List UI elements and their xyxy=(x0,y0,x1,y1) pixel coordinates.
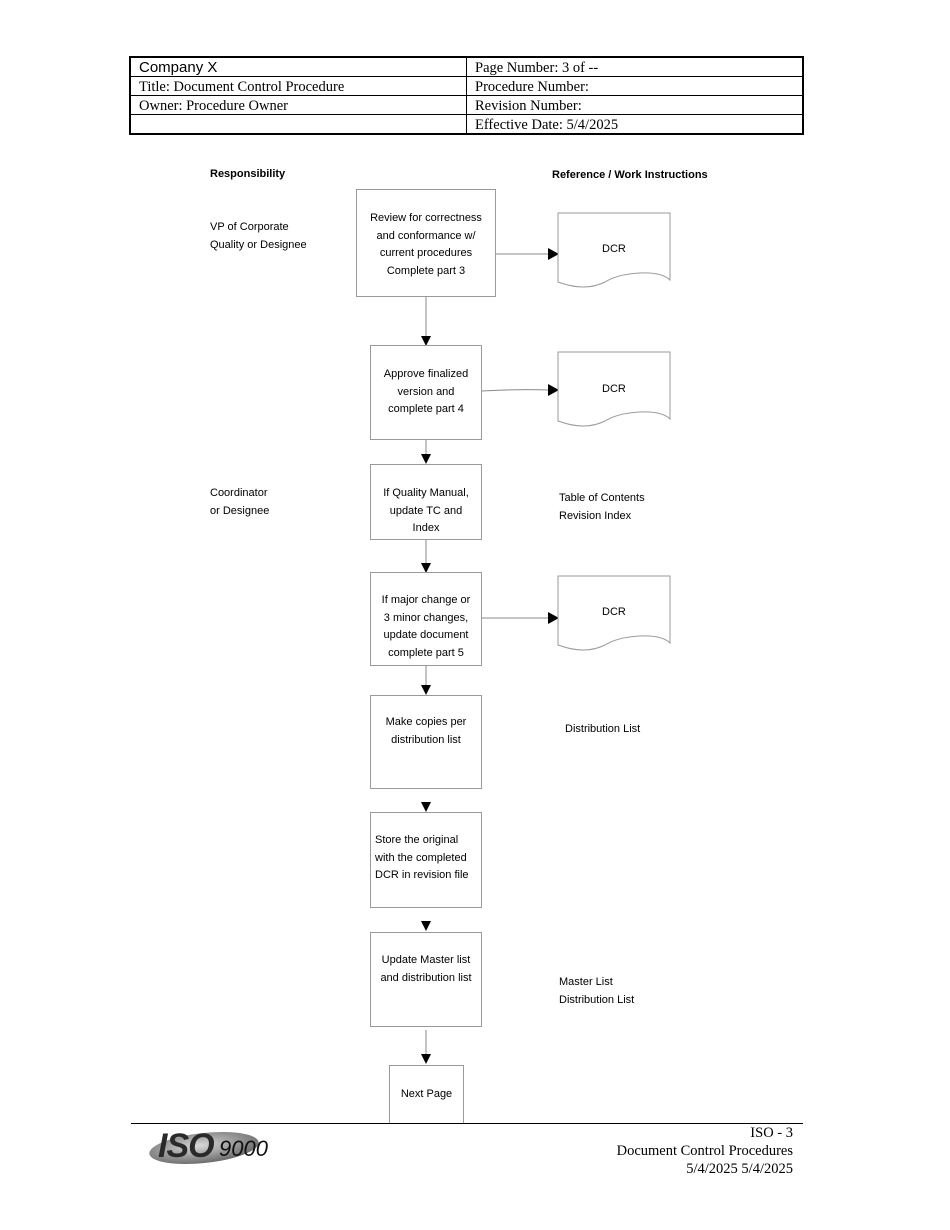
arrowhead-down xyxy=(421,685,431,695)
dcr-document-label: DCR xyxy=(602,243,626,255)
process-step-update-tc xyxy=(370,464,482,540)
reference-heading: Reference / Work Instructions xyxy=(552,169,708,181)
effective-date: Effective Date: 5/4/2025 xyxy=(475,117,619,133)
revision-number: Revision Number: xyxy=(475,98,582,114)
role-vp-quality: VP of Corporate Quality or Designee xyxy=(210,221,307,251)
responsibility-heading: Responsibility xyxy=(210,168,286,180)
step-text: Approve finalized version and complete part 4 xyxy=(383,368,469,415)
iso-9000-logo xyxy=(146,1124,276,1170)
arrowhead-right xyxy=(548,248,559,260)
process-step-review xyxy=(356,189,496,297)
step-text: Update Master list and distribution list xyxy=(380,954,472,984)
next-page-text: Next Page xyxy=(400,1088,453,1100)
arrowhead-down xyxy=(421,1054,431,1064)
step-text: If major change or 3 minor changes, update document complete part 5 xyxy=(381,594,471,659)
footer-doc-title: Document Control Procedures xyxy=(616,1143,793,1159)
footer-dates: 5/4/2025 5/4/2025 xyxy=(686,1161,793,1177)
next-page-box xyxy=(389,1065,464,1123)
step-text: Make copies per distribution list xyxy=(385,716,467,746)
step-text: Review for correctness and conformance w/ current procedures Complete part 3 xyxy=(370,212,482,277)
logo-iso-text: ISO xyxy=(158,1127,214,1165)
connector-line xyxy=(482,390,550,391)
process-step-make-copies xyxy=(370,695,482,789)
arrowhead-down xyxy=(421,454,431,464)
document-title: Title: Document Control Procedure xyxy=(139,79,345,95)
reference-distribution-list: Distribution List xyxy=(565,723,641,735)
arrowhead-down xyxy=(421,802,431,812)
arrowhead-right xyxy=(548,612,559,624)
process-step-update-master xyxy=(370,932,482,1027)
dcr-document-label: DCR xyxy=(602,606,626,618)
process-step-update-document xyxy=(370,572,482,666)
footer-page-ref: ISO - 3 xyxy=(750,1125,793,1141)
process-step-approve xyxy=(370,345,482,440)
reference-master-list: Master List Distribution List xyxy=(559,976,635,1006)
page-number: Page Number: 3 of -- xyxy=(475,60,599,76)
dcr-document-label: DCR xyxy=(602,383,626,395)
procedure-number: Procedure Number: xyxy=(475,79,589,95)
reference-toc: Table of Contents Revision Index xyxy=(559,492,645,522)
step-text: Store the original with the completed DCR in revision file xyxy=(375,834,469,881)
document-owner: Owner: Procedure Owner xyxy=(139,98,288,114)
role-coordinator: Coordinator or Designee xyxy=(210,487,270,517)
logo-9000-text: 9000 xyxy=(219,1136,268,1161)
process-step-store-original xyxy=(370,812,482,908)
arrowhead-right xyxy=(548,384,559,396)
company-name: Company X xyxy=(139,59,218,76)
arrowhead-down xyxy=(421,921,431,931)
step-text: If Quality Manual, update TC and Index xyxy=(383,487,469,534)
